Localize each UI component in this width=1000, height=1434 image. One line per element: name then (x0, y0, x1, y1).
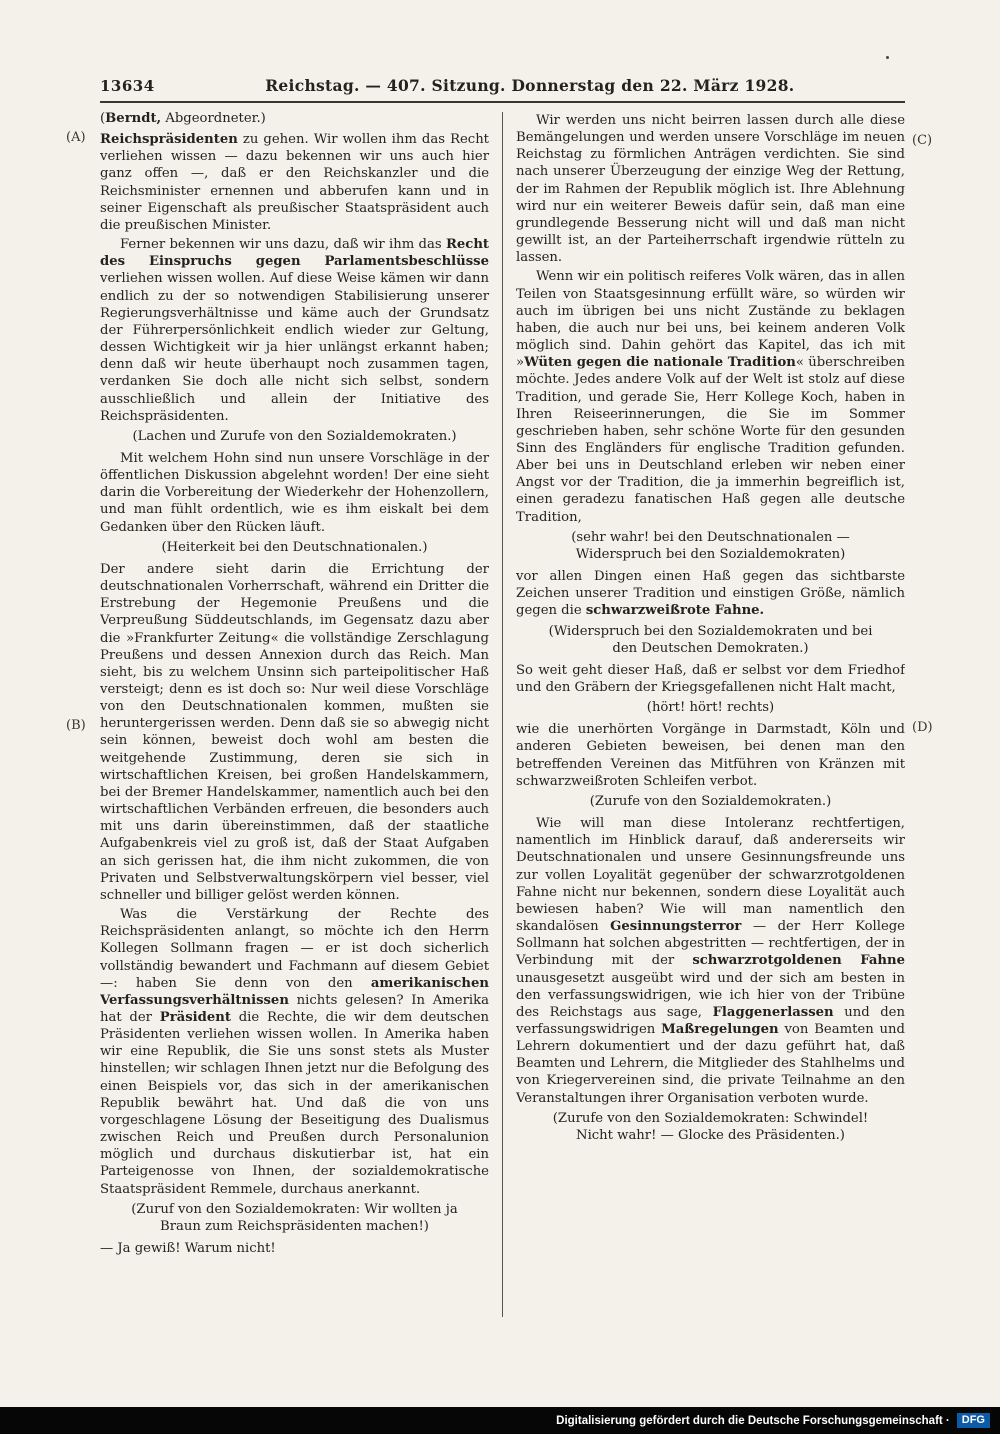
body-text: ( (100, 111, 106, 126)
emphasized-text: Berndt, (105, 111, 162, 126)
body-text: (Zurufe von den Sozialdemokraten.) (589, 793, 832, 809)
stage-direction (100, 536, 489, 559)
body-text: Mit welchem Hohn sind nun unsere Vorschläge in der öffentlichen Diskussion abgelehnt worden! Der eine sieht darin die Vorbereitung der Wiederkehr der Hohenzollern, und man fühlt ordentlich, wie es ihm eiskalt bei dem Gedanken über den Rücken läuft. (100, 450, 489, 535)
text-columns (100, 110, 905, 1400)
footer-bar (0, 1407, 1000, 1434)
speech-paragraph (516, 721, 905, 790)
body-text: (Heiterkeit bei den Deutschnationalen.) (161, 539, 428, 555)
stage-direction (516, 620, 905, 660)
body-text: verliehen wissen wollen. Auf diese Weise kämen wir dann endlich zu der so notwendigen Stabilisierung unserer Regierungsverhältnisse und käme auch der Grundsatz der Führerpersönlichkeit endlich wieder zur Geltung, dessen Wichtigkeit wir ja hier unlängst erkannt haben; denn daß wir heute überhaupt noch zusammen tagen, verdanken Sie doch alle nicht sich selbst, sondern ausschließlich und allein der Initiative des Reichspräsidenten. (100, 271, 489, 424)
speech-paragraph (516, 815, 905, 1107)
body-text: (Lachen und Zurufe von den Sozialdemokraten.) (132, 428, 457, 444)
speech-paragraph (516, 112, 905, 266)
body-text: Was die Verstärkung der Rechte des Reichspräsidenten anlangt, so möchte ich den Herrn Kollegen Sollmann fragen — er ist doch sicherlich vollständig bewandert und Fachmann auf diesem Gebiet —: haben Sie denn von den (100, 907, 489, 991)
body-text: von Beamten und Lehrern dokumentiert und der dazu geführt hat, daß Beamten und Lehrern, die Mitglieder des Stahlhelms und von Kriegervereinen sind, die private Teilnahme an den Veranstaltungen ihrer Organisation verboten wurde. (516, 1021, 905, 1106)
digitization-credit: Digitalisierung gefördert durch die Deutsche Forschungsgemeinschaft · (556, 1414, 950, 1427)
speech-paragraph (100, 1240, 489, 1257)
body-text: (Zurufe von den Sozialdemokraten: Schwindel! Nicht wahr! — Glocke des Präsidenten.) (552, 1110, 869, 1143)
left-column (100, 110, 489, 1400)
column-divider (502, 112, 503, 1317)
body-text: (Zuruf von den Sozialdemokraten: Wir wollten ja Braun zum Reichspräsidenten machen!) (131, 1201, 458, 1234)
body-text: Der andere sieht darin die Errichtung der deutschnationalen Vorherrschaft, während ein Dritter die Erstrebung der Hegemonie Preußens und die Verpreußung Süddeutschlands, im Gegensatz dazu aber die »Frankfurter Zeitung« die vollständige Zerschlagung Preußens und dessen Annexion durch das Reich. Man sieht, bis zu welchem Unsinn sich parteipolitischer Haß versteigt; denn es ist doch so: Nur weil diese Vorschläge von den Deutschnationalen kommen, mußten sie heruntergerissen werden. Denn daß sie so abwegig nicht sein können, beweist doch wohl am besten die weitgehende Zustimmung, deren sie sich in wirtschaftlichen Kreisen, bei großen Handelskammern, bei der Bremer Handelskammer, namentlich auch bei den wirtschaftlichen Verbänden erfreuen, die besonders auch mit uns darin übereinstimmen, daß der staatliche Aufgabenkreis viel zu groß ist, daß der Staat Aufgaben an sich gerissen hat, die ihm nicht zukommen, die von Privaten und Selbstverwaltungskörpern viel besser, viel schneller und billiger gelöst werden können. (100, 561, 489, 903)
right-column (516, 110, 905, 1400)
header-rule (100, 101, 905, 103)
body-text: nichts gelesen? In Amerika hat der (100, 992, 489, 1025)
emphasized-text: schwarzrotgoldenen Fahne (692, 953, 905, 969)
body-text: — der Herr Kollege Sollmann hat solchen abgestritten — rechtfertigen, der in Verbindung mit der (516, 919, 905, 969)
stage-direction (516, 696, 905, 719)
stage-direction (100, 1198, 489, 1238)
emphasized-text: amerikanischen Verfassungsverhältnissen (100, 975, 489, 1008)
scan-speck (886, 56, 889, 59)
speech-paragraph (516, 268, 905, 525)
body-text: « überschreiben möchte. Jedes andere Volk auf der Welt ist stolz auf diese Tradition, und gerade Sie, Herr Kollege Koch, haben in Ihren Reiseerinnerungen, die Sie im Sommer geschrieben haben, sehr schöne Worte für den gesunden Sinn des Engländers für englische Tradition gefunden. Aber bei uns in Deutschland erleben wir neben einer Angst vor der Tradition, die ja immerhin begreiflich ist, einen geradezu fanatischen Haß gegen alle deutsche Tradition, (516, 355, 905, 525)
speech-paragraph (100, 561, 489, 904)
emphasized-text: Gesinnungsterror (610, 919, 742, 935)
speaker-line (100, 110, 489, 127)
body-text: Wie will man diese Intoleranz rechtfertigen, namentlich im Hinblick darauf, daß andererseits wir Deutschnationalen und unsere Gesinnungsfreunde uns zur vollen Loyalität gegenüber der schwarzrotgoldenen Fahne nicht nur bekennen, sondern diese Loyalität auch bewiesen haben? Wie will man namentlich den skandalösen (516, 816, 905, 935)
emphasized-text: Präsident (159, 1009, 231, 1025)
body-text: zu gehen. Wir wollen ihm das Recht verliehen wissen — dazu bekennen wir uns auch hier ganz offen —, daß er den Reichskanzler und die Reichsminister ernennen und abberufen kann und in seiner Eigenschaft als preußischer Staatspräsident auch die preußischen Minister. (100, 132, 489, 233)
page-number: 13634 (100, 77, 155, 95)
body-text: (hört! hört! rechts) (646, 700, 775, 716)
speech-paragraph (100, 131, 489, 234)
body-text: — Ja gewiß! Warum nicht! (100, 1241, 276, 1256)
margin-marker-d: (D) (912, 720, 933, 735)
emphasized-text: Reichspräsidenten (100, 132, 238, 148)
page-title: Reichstag. — 407. Sitzung. Donnerstag den 22. März 1928. (265, 76, 795, 95)
page-header (100, 76, 905, 95)
body-text: So weit geht dieser Haß, daß er selbst vor dem Friedhof und den Gräbern der Kriegsgefallenen nicht Halt macht, (516, 662, 905, 695)
stage-direction (516, 790, 905, 813)
margin-marker-c: (C) (912, 133, 933, 148)
body-text: und den verfassungswidrigen (516, 1004, 905, 1037)
speech-paragraph (100, 450, 489, 536)
speech-paragraph (516, 662, 905, 696)
emphasized-text: schwarzweißrote Fahne. (585, 603, 765, 619)
dfg-logo: DFG (957, 1413, 990, 1428)
stage-direction (100, 425, 489, 448)
body-text: (Widerspruch bei den Sozialdemokraten und bei den Deutschen Demokraten.) (548, 623, 873, 656)
margin-marker-a: (A) (66, 130, 86, 145)
speech-paragraph (516, 568, 905, 619)
stage-direction (516, 1107, 905, 1147)
emphasized-text: Recht des Einspruchs gegen Parlamentsbeschlüsse (100, 237, 489, 270)
body-text: Abgeordneter.) (161, 111, 266, 126)
body-text: vor allen Dingen einen Haß gegen das sichtbarste Zeichen unserer Tradition und einstigen Größe, nämlich gegen die (516, 569, 905, 619)
emphasized-text: Wüten gegen die nationale Tradition (524, 355, 796, 371)
body-text: Wenn wir ein politisch reiferes Volk wären, das in allen Teilen von Staatsgesinnung erfüllt wäre, so würden wir auch im übrigen bei uns nicht Zustände zu beklagen haben, die auch nur bei uns, bei keinem anderen Volk möglich sind. Dahin gehört das Kapitel, das ich mit » (516, 269, 905, 371)
body-text: wie die unerhörten Vorgänge in Darmstadt, Köln und anderen Gebieten beweisen, bei denen man den betreffenden Vereinen das Mitführen von Kränzen mit schwarzweißroten Schleifen verbot. (516, 722, 905, 789)
speech-paragraph (100, 906, 489, 1198)
body-text: Wir werden uns nicht beirren lassen durch alle diese Bemängelungen und werden unsere Vorschläge im neuen Reichstag zu förmlichen Anträgen verdichten. Sie sind nach unserer Überzeugung der einzige Weg der Rettung, der im Rahmen der Republik möglich ist. Ihre Ablehnung wird nur ein weiterer Beweis dafür sein, daß man eine grundlegende Besserung nicht will und daß man nicht gewillt ist, an der Parteiherrschaft irgendwie rütteln zu lassen. (516, 113, 905, 266)
emphasized-text: Flaggenerlassen (712, 1004, 834, 1020)
body-text: (sehr wahr! bei den Deutschnationalen — Widerspruch bei den Sozialdemokraten) (571, 529, 850, 562)
body-text: Ferner bekennen wir uns dazu, daß wir ihm das (120, 237, 446, 253)
speech-paragraph (100, 236, 489, 425)
stage-direction (516, 526, 905, 566)
margin-marker-b: (B) (66, 718, 86, 733)
body-text: die Rechte, die wir dem deutschen Präsidenten verliehen wissen wollen. In Amerika haben wir eine Republik, die Sie uns sonst stets als Muster hinstellen; wir schlagen Ihnen jetzt nur die Befolgung des einen Beispiels vor, das sich in der amerikanischen Republik bewährt hat. Und daß die von uns vorgeschlagene Lösung der Beseitigung des Dualismus zwischen Reich und Preußen durch Personalunion möglich und durchaus diskutierbar ist, hat ein Parteigenosse von Ihnen, der sozialdemokratische Staatspräsident Remmele, durchaus anerkannt. (100, 1009, 489, 1197)
body-text: unausgesetzt ausgeübt wird und der sich am besten in den verfassungswidrigen, wie ich hier von der Tribüne des Reichstags aus sage, (516, 970, 905, 1020)
emphasized-text: Maßregelungen (661, 1021, 779, 1037)
